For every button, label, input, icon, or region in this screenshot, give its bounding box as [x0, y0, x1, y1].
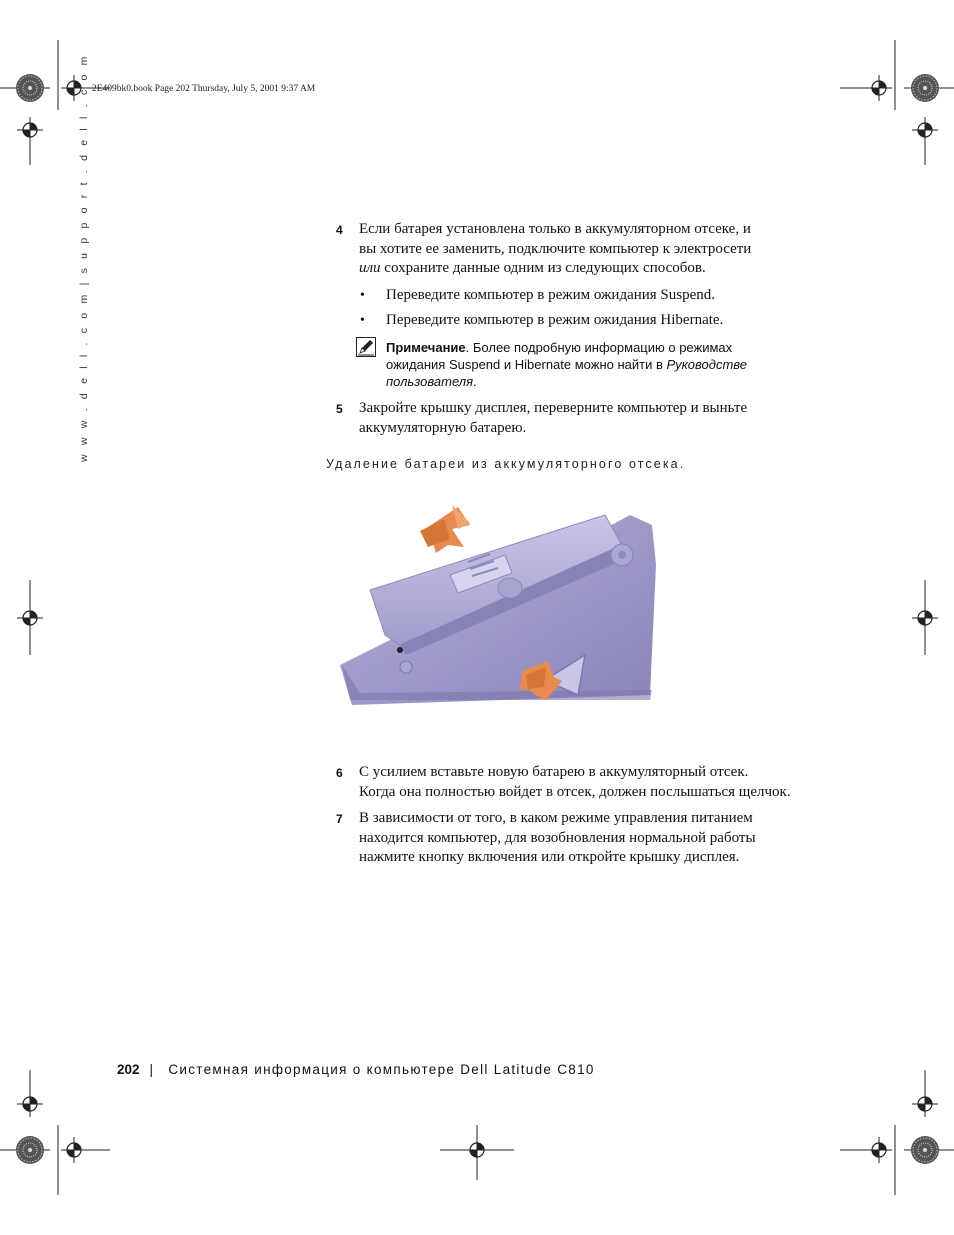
note-pencil-icon: [356, 337, 376, 357]
sidebar-website-url: w w w . d e l l . c o m | s u p p o r t . d e l l . c o m: [78, 53, 90, 462]
page-number: 202: [117, 1062, 140, 1077]
note-guide-ref-2: пользователя: [386, 374, 474, 389]
step-6-text: [359, 763, 829, 802]
step-5-text: [359, 399, 829, 438]
step-7-line-2: находится компьютер, для возобновления нормальной работы: [359, 829, 756, 846]
screw-hole: [397, 647, 403, 653]
note-block: [386, 339, 826, 390]
step-6-line-1: С усилием вставьте новую батарею в аккумуляторный отсек.: [359, 764, 749, 780]
step-6-number: 6: [336, 766, 343, 780]
bullet-item-suspend: Переведите компьютер в режим ожидания Suspend.: [386, 287, 716, 303]
note-guide-ref-1: Руководстве: [666, 357, 748, 372]
step-4-line-3: [359, 259, 829, 279]
step-4-emphasis: или: [359, 260, 381, 276]
note-line-3: [386, 373, 826, 390]
orange-arrow-up-icon: [420, 505, 470, 553]
step-4-number: 4: [336, 223, 343, 237]
footer-separator: |: [149, 1062, 155, 1077]
foot-pad: [400, 661, 412, 673]
note-line-1-text: . Более подробную информацию о режимах: [465, 340, 733, 355]
battery-removal-illustration: [340, 495, 660, 715]
note-line-1: [386, 339, 826, 356]
step-5-line-1: Закройте крышку дисплея, переверните компьютер и выньте: [359, 400, 748, 416]
step-4-line-1: Если батарея установлена только в аккумуляторном отсеке, и: [359, 221, 751, 237]
note-line-3-end: .: [473, 374, 477, 389]
footer-title: Системная информация о компьютере Dell Latitude C810: [168, 1062, 595, 1077]
step-7-line-3: нажмите кнопку включения или откройте крышку дисплея.: [359, 849, 740, 865]
step-4-line-3-rest: сохраните данные одним из следующих способов.: [380, 260, 706, 276]
step-5-number: 5: [336, 402, 343, 416]
bullet-marker-2: •: [360, 313, 365, 328]
figure-caption: Удаление батареи из аккумуляторного отсека.: [326, 457, 686, 471]
step-5-line-2: аккумуляторную батарею.: [359, 419, 527, 436]
bullet-item-hibernate: Переведите компьютер в режим ожидания Hibernate.: [386, 312, 724, 328]
step-7-line-1: В зависимости от того, в каком режиме управления питанием: [359, 810, 753, 826]
page-footer: [117, 1062, 595, 1077]
step-7-text: [359, 809, 829, 868]
step-4-line-2: вы хотите ее заменить, подключите компьютер к электросети: [359, 240, 752, 257]
step-4-text: [359, 220, 829, 279]
print-header: 2E409bk0.book Page 202 Thursday, July 5, 2001 9:37 AM: [92, 84, 316, 94]
note-line-2: [386, 356, 826, 373]
note-label: Примечание: [386, 340, 466, 355]
note-line-2-text: ожидания Suspend и Hibernate можно найти в: [386, 357, 667, 372]
bullet-marker-1: •: [360, 288, 365, 303]
step-7-number: 7: [336, 812, 343, 826]
step-6-line-2: Когда она полностью войдет в отсек, должен послышаться щелчок.: [359, 783, 791, 800]
